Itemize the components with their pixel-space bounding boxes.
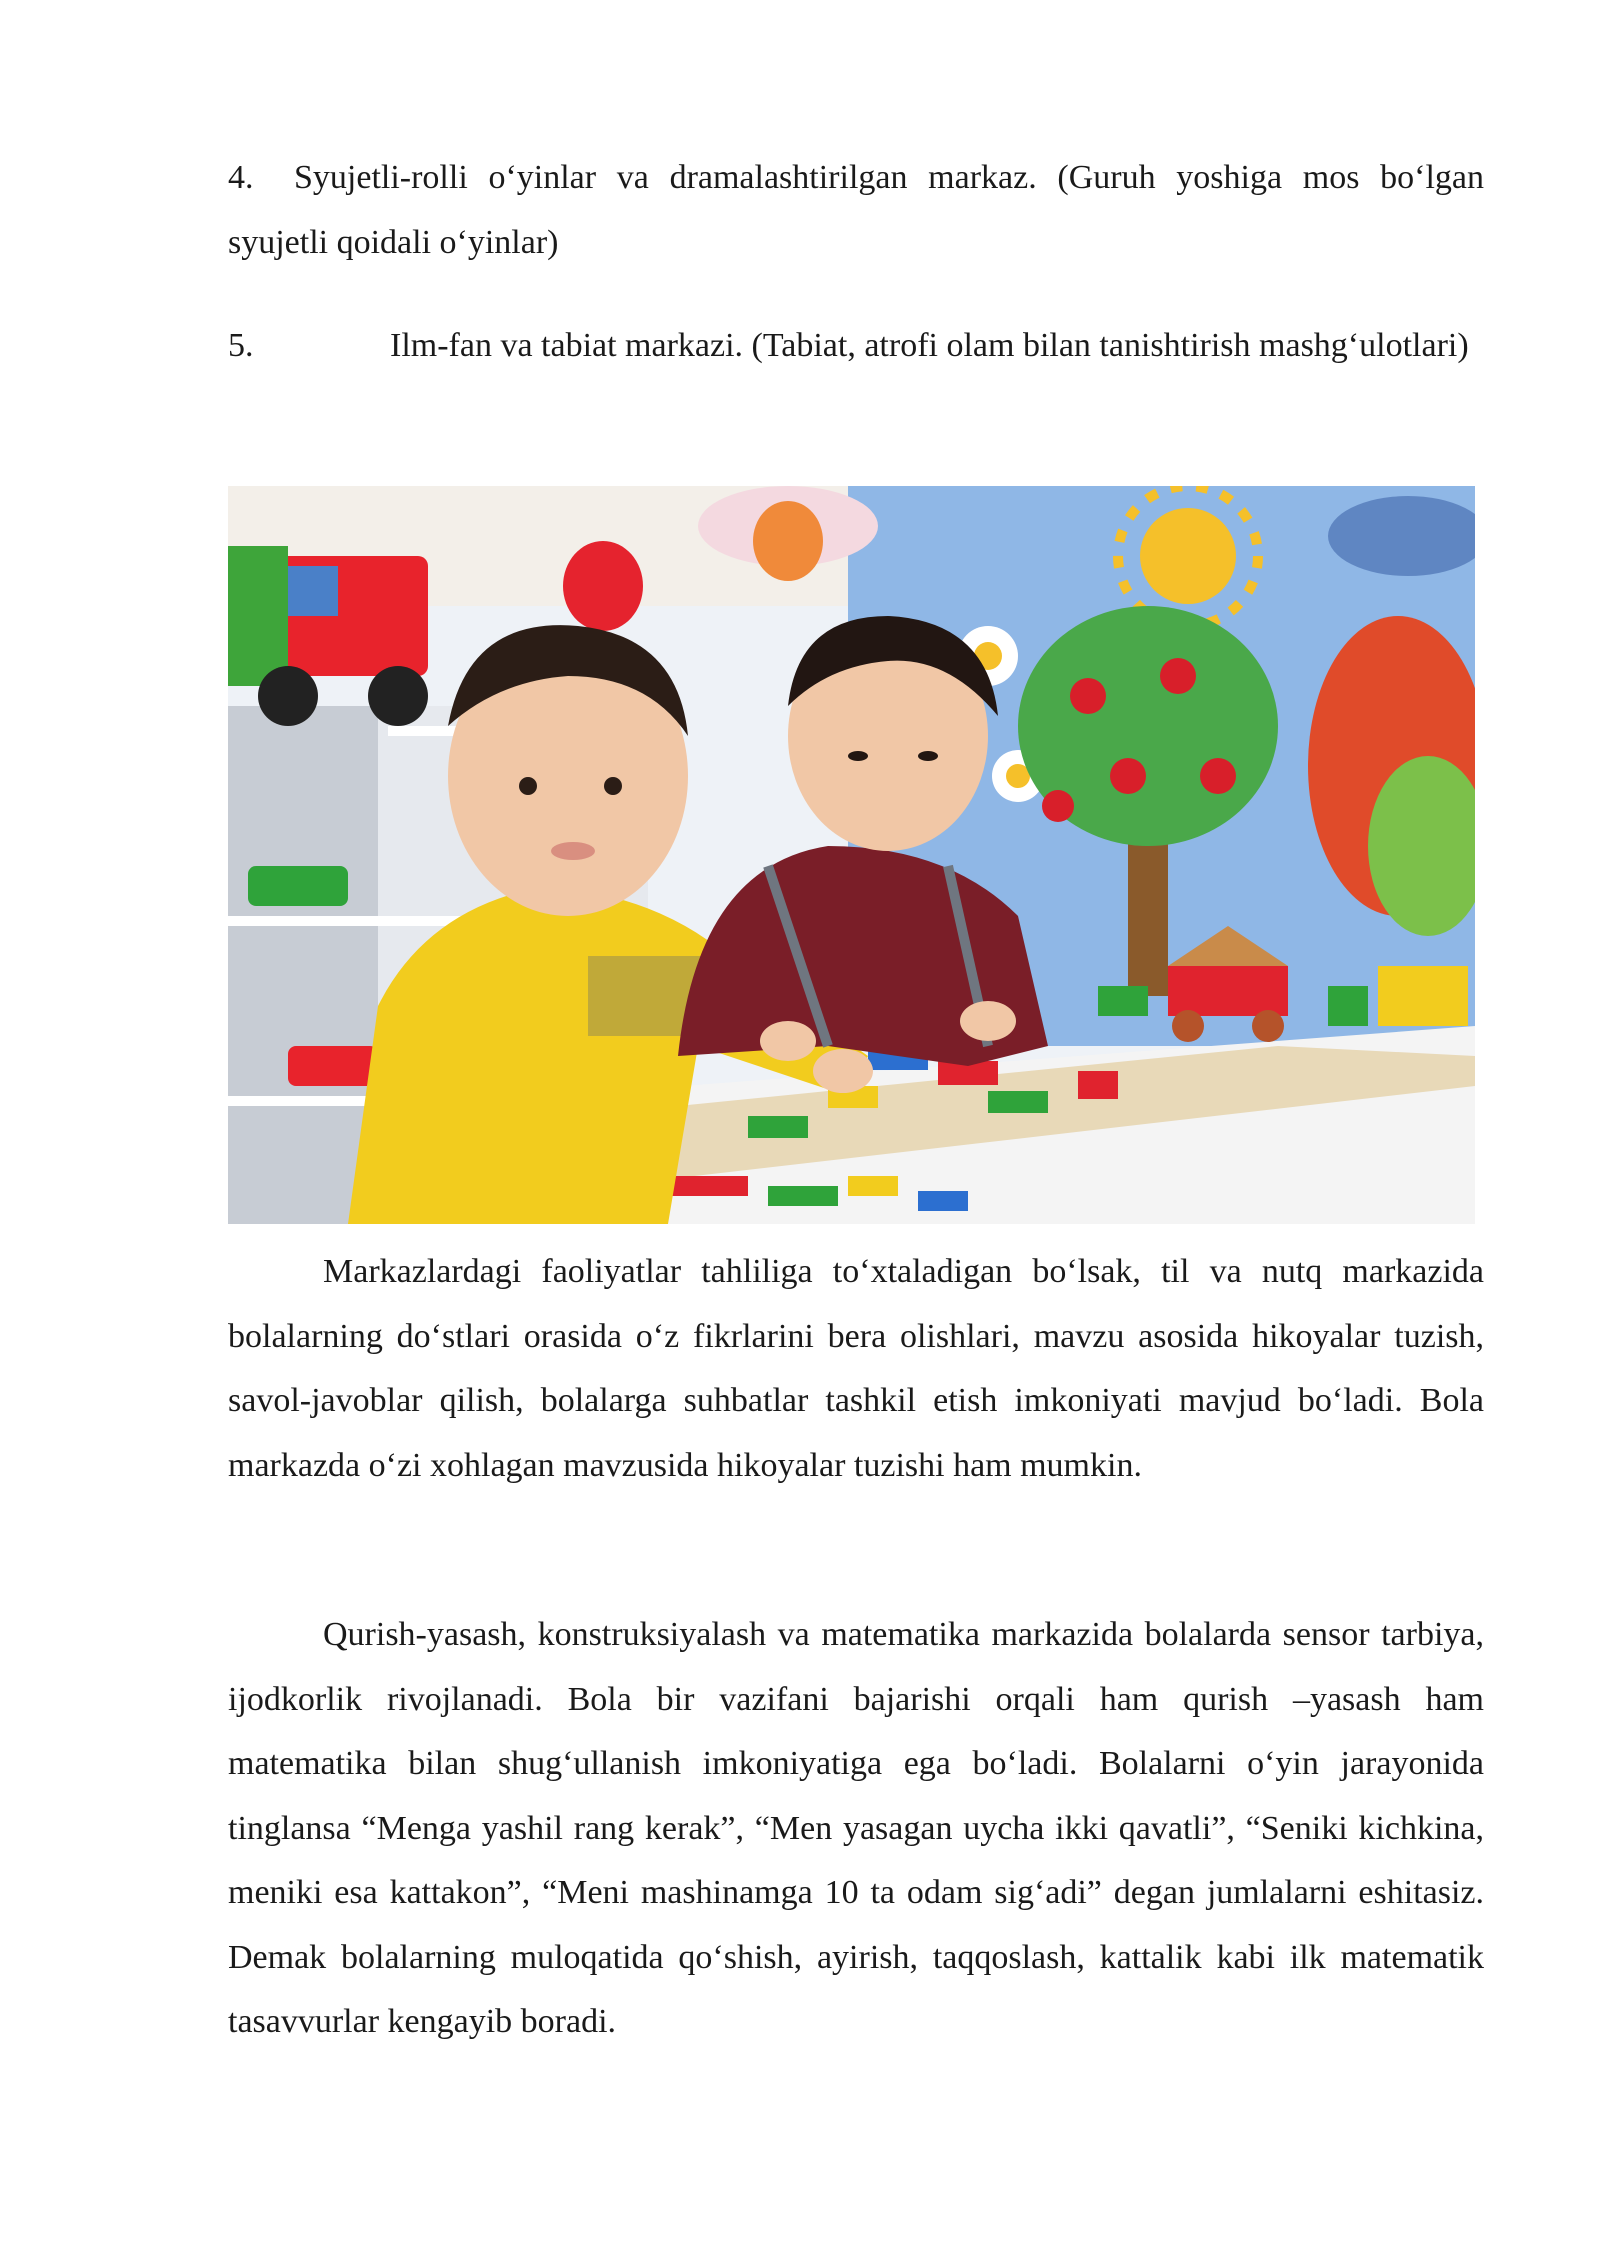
children-playing-illustration (228, 486, 1475, 1224)
photo-children-playing (228, 486, 1475, 1224)
paragraph-2: Qurish-yasash, konstruksiyalash va matematika markazida bolalarda sensor tarbiya, ijodkorlik rivojlanadi. Bola bir vazifani bajarishi orqali ham qurish –yasash ham matematika bilan shug‘ullanish imkoniyatiga ega bo‘ladi. Bolalarni o‘yin jarayonida tinglansa “Menga yashil rang kerak”, “Men yasagan uycha ikki qavatli”, “Seniki kichkina, meniki esa kattakon”, “Meni mashinamga 10 ta odam sig‘adi” degan jumlalarni eshitasiz. Demak bolalarning muloqatida qo‘shish, ayirish, taqqoslash, kattalik kabi ilk matematik tasavvurlar kengayib boradi. (228, 1616, 1484, 2040)
list-item-5 (228, 314, 1484, 379)
list-item-text: Syujetli-rolli o‘yinlar va dramalashtirilgan markaz. (Guruh yoshiga mos bo‘lgan syujetli qoidali o‘yinlar) (228, 159, 1484, 261)
list-item-number: 4. (228, 159, 254, 196)
list-item-text: Ilm-fan va tabiat markazi. (Tabiat, atrofi olam bilan tanishtirish mashg‘ulotlari) (390, 327, 1469, 364)
paragraph-1: Markazlardagi faoliyatlar tahliliga to‘xtaladigan bo‘lsak, til va nutq markazida bolalarning do‘stlari orasida o‘z fikrlarini bera olishlari, mavzu asosida hikoyalar tuzish, savol-javoblar qilish, bolalarga suhbatlar tashkil etish imkoniyati mavjud bo‘ladi. Bola markazda o‘zi xohlagan mavzusida hikoyalar tuzishi ham mumkin. (228, 1253, 1484, 1484)
list-item-4 (228, 146, 1484, 275)
list-item-number: 5. (228, 327, 254, 364)
